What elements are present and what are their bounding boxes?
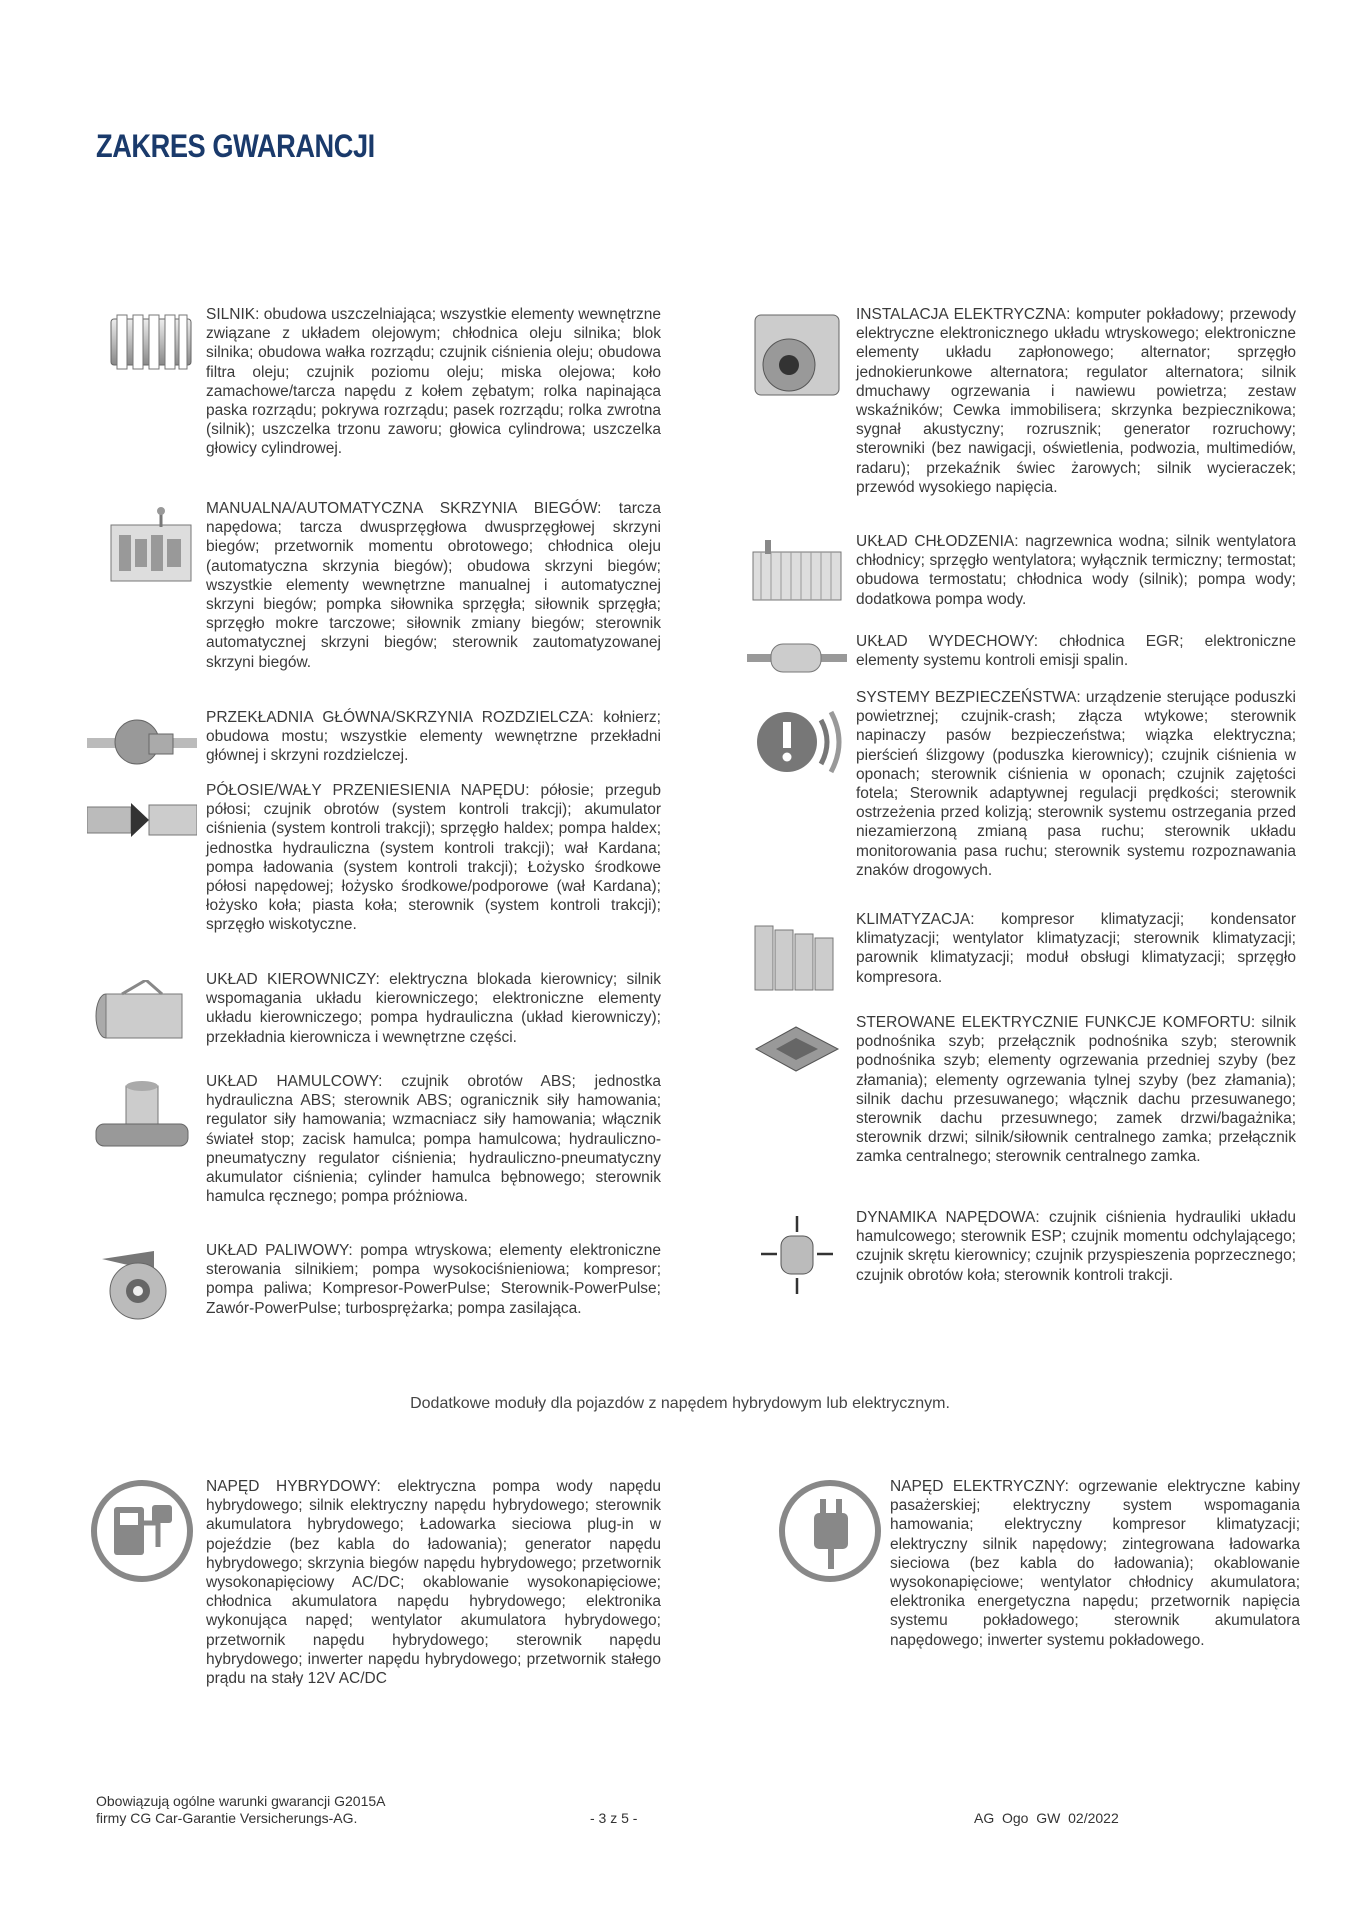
section-skrzynia: MANUALNA/AUTOMATYCZNA SKRZYNIA BIEGÓW: tarcza napędowa; tarcza dwusprzęgłowa dwusprzęgłowej skrzyni biegów; przetwornik momentu obrotowego; chłodnica oleju (automatyczna skrzynia biegów); obudowa skrzyni biegów; wszystkie elementy wewnętrzne manualnej i automatycznej skrzyni biegów; pompka siłownika sprzęgła; siłownik sprzęgła; sprzęgło mokre tarczowe; siłownik zmiany biegów; sterownik automatycznej skrzyni biegów; sterownik zautomatyzowanej skrzyni biegów.: [96, 499, 661, 672]
chip-icon: [738, 1013, 856, 1167]
section-paliwowy: UKŁAD PALIWOWY: pompa wtryskowa; elementy elektroniczne sterowania silnikiem; pompa wysokociśnieniowa; kompresor; pompa paliwa; Kompresor-PowerPulse; Sterownik-PowerPulse; Zawór-PowerPulse; turbosprężarka; pompa zasilająca.: [78, 1241, 661, 1321]
section-chlodzenia: UKŁAD CHŁODZENIA: nagrzewnica wodna; silnik wentylatora chłodnicy; sprzęgło wentylatora; wyłącznik termiczny; termostat; obudowa termostatu; chłodnica wody (silnik); pompa wody; dodatkowa pompa wody.: [738, 532, 1296, 609]
engine-icon: [96, 305, 206, 459]
alternator-icon: [738, 305, 856, 497]
section-wydechowy: UKŁAD WYDECHOWY: chłodnica EGR; elektroniczne elementy systemu kontroli emisji spalin.: [738, 632, 1296, 678]
page-number: - 3 z 5 -: [590, 1810, 638, 1826]
steering-icon: [78, 970, 206, 1047]
differential-icon: [78, 708, 206, 770]
electric-plug-icon: [770, 1477, 890, 1650]
section-kierowniczy: UKŁAD KIEROWNICZY: elektryczna blokada kierownicy; silnik wspomagania układu kierowniczego; elektroniczne elementy układu kierowniczego; pompa hydrauliczna (układ kierowniczy); przekładnia kierownicza i wewnętrzne części.: [78, 970, 661, 1047]
section-dynamika: DYNAMIKA NAPĘDOWA: czujnik ciśnienia hydrauliki układu hamulcowego; sterownik ESP; czujnik momentu odchylającego; czujnik skrętu kierownicy; czujnik przyspieszenia poprzecznego; czujnik obrotów koła; sterownik kontroli trakcji.: [738, 1208, 1296, 1296]
radiator-icon: [738, 532, 856, 609]
section-przekladnia: PRZEKŁADNIA GŁÓWNA/SKRZYNIA ROZDZIELCZA: kołnierz; obudowa mostu; wszystkie elementy wewnętrzne przekładni głównej i skrzyni rozdzielczej.: [78, 708, 661, 770]
hybrid-fuel-plug-icon: [78, 1477, 206, 1688]
section-elektryczna: INSTALACJA ELEKTRYCZNA: komputer pokładowy; przewody elektryczne elektronicznego układu wtryskowego; elektroniczne elementy układu zapłonowego; alternator; sprzęgło jednokierunkowe alternatora; regulator alternatora; silnik dmuchawy ogrzewania i nawiewu powietrza; zestaw wskaźników; Cewka immobilisera; skrzynka bezpiecznikowa; sygnał akustyczny; rozrusznik; generator rozruchowy; sterowniki (bez nawigacji, oświetlenia, podwozia, multimediów, radaru); przekaźnik świec żarowych; silnik wycieraczek; przewód wysokiego napięcia.: [738, 305, 1296, 497]
section-hamulcowy: UKŁAD HAMULCOWY: czujnik obrotów ABS; jednostka hydrauliczna ABS; sterownik ABS; ogranicznik siły hamowania; regulator siły hamowania; wzmacniacz siły hamowania; włącznik świateł stop; zacisk hamulca; pompa hamulcowa; hydrauliczno-pneumatyczny regulator ciśnienia; hydrauliczno-pneumatyczny akumulator ciśnienia; cylinder hamulca bębnowego; sterownik hamulca ręcznego; pompa próżniowa.: [78, 1072, 661, 1206]
driveshaft-icon: [78, 781, 206, 935]
page-title: ZAKRES GWARANCJI: [96, 128, 375, 164]
section-naped-hybrydowy: NAPĘD HYBRYDOWY: elektryczna pompa wody napędu hybrydowego; silnik elektryczny napędu hybrydowego; sterownik akumulatora hybrydowego; Ładowarka sieciowa plug-in w pojeździe (bez kabla do ładowania); generator napędu hybrydowego; skrzynia biegów napędu hybrydowego; przetwornik wysokonapięciowy AC/DC; okablowanie wysokonapięciowe; chłodnica akumulatora napędu hybrydowego; elektronika wykonująca napęd; wentylator akumulatora hybrydowego; przetwornik napędu hybrydowego; sterownik napędu hybrydowego; inwerter napędu hybrydowego; przetwornik stałego prądu na stały 12V AC/DC: [78, 1477, 661, 1688]
exhaust-icon: [738, 632, 856, 678]
document-code: AG Ogo GW 02/2022: [974, 1810, 1119, 1826]
section-komfortu: STEROWANE ELEKTRYCZNIE FUNKCJE KOMFORTU: silnik podnośnika szyb; przełącznik podnośnika szyb; sterownik podnośnika szyb; elementy ogrzewania przedniej szyby (bez złamania); elementy ogrzewania tylnej szyby (bez złamania); silnik dachu przesuwanego; włącznik dachu przesuwanego; sterownik dachu przesuwnego; zamek drzwi/bagażnika; sterownik drzwi; silnik/siłownik centralnego zamka; przełącznik zamka centralnego; sterownik centralnego zamka.: [738, 1013, 1296, 1167]
vehicle-dynamics-icon: [738, 1208, 856, 1296]
section-klimatyzacja: KLIMATYZACJA: kompresor klimatyzacji; kondensator klimatyzacji; wentylator klimatyzacji; sterownik klimatyzacji; parownik klimatyzacji; moduł obsługi klimatyzacji; sprzęgło kompresora.: [738, 910, 1296, 996]
footer-terms: [96, 1793, 386, 1827]
brake-icon: [78, 1072, 206, 1206]
gearbox-icon: [96, 499, 206, 672]
section-naped-elektryczny: NAPĘD ELEKTRYCZNY: ogrzewanie elektryczne kabiny pasażerskiej; elektryczny system wspomagania hamowania; elektryczny kompresor klimatyzacji; elektryczny silnik napędowy; zintegrowana ładowarka sieciowa (bez kabla do ładowania); okablowanie wysokonapięciowe; wentylator chłodnicy akumulatora; elektronika energetyczna napędu; przetwornik napięcia systemu pokładowego; sterownik akumulatora napędowego; inwerter systemu pokładowego.: [770, 1477, 1300, 1650]
footer-line-2: firmy CG Car-Garantie Versicherungs-AG.: [96, 1810, 358, 1826]
section-bezpieczenstwa: SYSTEMY BEZPIECZEŃSTWA: urządzenie sterujące poduszki powietrznej; czujnik-crash; złącza wtykowe; sterownik napinaczy pasów bezpieczeństwa; wiązka elektryczna; pierścień ślizgowy (poduszka kierownicy); czujnik ciśnienia w oponach; sterownik ciśnienia w oponach; czujnik zajętości fotela; Sterownik adaptywnej regulacji prędkości; sterownik ostrzeżenia przed kolizją; sterownik systemu ostrzegania przed niezamierzoną zmianą pasa ruchu; sterownik układu monitorowania pasa ruchu; sterownik systemu rozpoznawania znaków drogowych.: [738, 688, 1296, 880]
hybrid-electric-note: Dodatkowe moduły dla pojazdów z napędem hybrydowym lub elektrycznym.: [410, 1395, 950, 1412]
turbo-icon: [78, 1241, 206, 1321]
section-polosie: PÓŁOSIE/WAŁY PRZENIESIENIA NAPĘDU: półosie; przegub półosi; czujnik obrotów (system kontroli trakcji); akumulator ciśnienia (system kontroli trakcji); sprzęgło haldex; pompa haldex; jednostka hydrauliczna (system kontroli trakcji); wał Kardana; pompa ładowania (system kontroli trakcji); Łożysko środkowe półosi napędowej; łożysko środkowe/podporowe (wał Kardana); łożysko koła; piasta koła; sterownik (system kontroli trakcji); sprzęgło wiskotyczne.: [78, 781, 661, 935]
warning-icon: [738, 688, 856, 880]
section-silnik: SILNIK: obudowa uszczelniająca; wszystkie elementy wewnętrzne związane z układem olejowym; chłodnica oleju silnika; blok silnika; obudowa wałka rozrządu; czujnik ciśnienia oleju; obudowa filtra oleju; czujnik poziomu oleju; miska olejowa; koło zamachowe/tarcza napędu z kołem zębatym; rolka napinająca paska rozrządu; pokrywa rozrządu; pasek rozrządu; rolka zwrotna (silnik); uszczelka trzonu zaworu; głowica cylindrowa; uszczelka głowicy cylindrowej.: [96, 305, 661, 459]
ac-condenser-icon: [738, 910, 856, 996]
footer-line-1: Obowiązują ogólne warunki gwarancji G2015A: [96, 1793, 386, 1809]
